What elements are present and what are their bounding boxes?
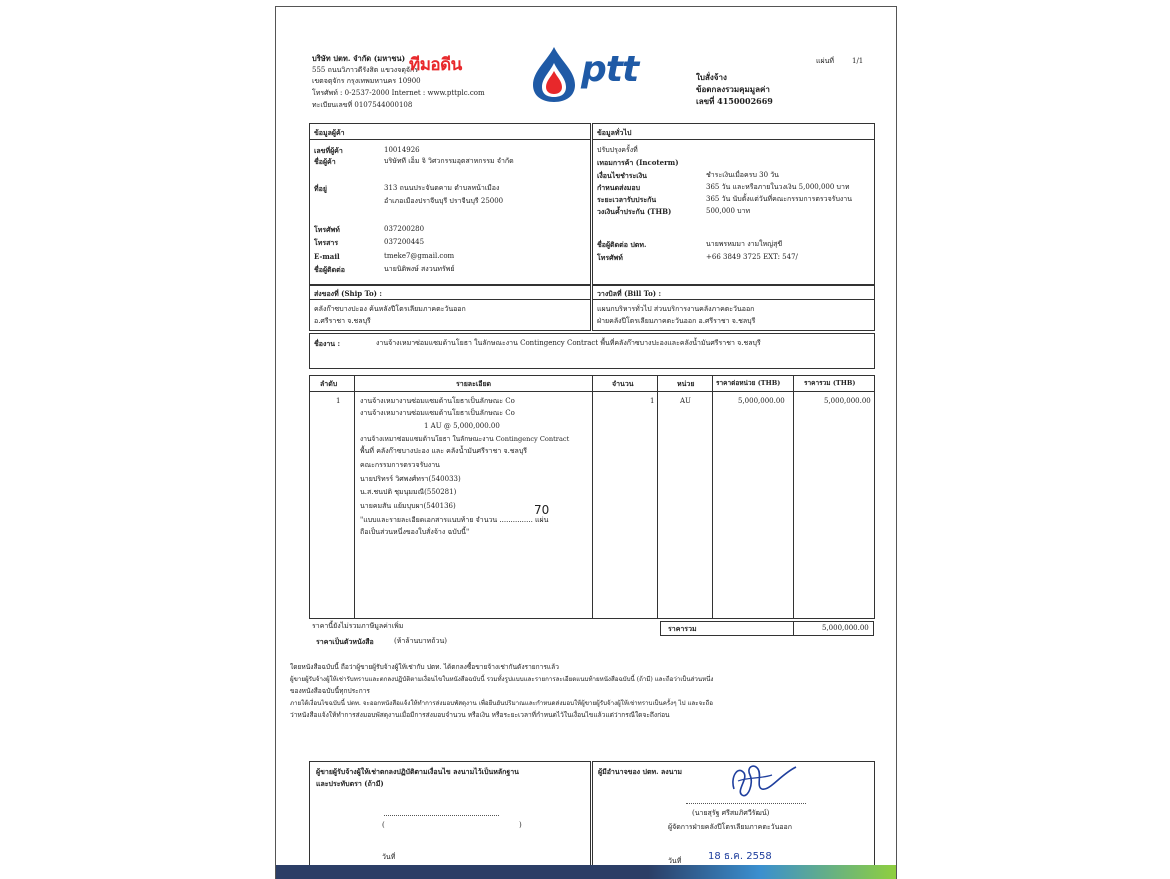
vendor-address-1: 313 ถนนประจันตคาม ตำบลหน้าเมือง <box>384 184 500 192</box>
grand-total-value: 5,000,000.00 <box>822 624 869 632</box>
amount-in-words-value: (ห้าล้านบาทถ้วน) <box>394 637 447 645</box>
revision-label: ปรับปรุงครั้งที่ <box>597 146 638 154</box>
doc-number: เลขที่ 4150002669 <box>696 96 773 106</box>
ptt-signer-position: ผู้จัดการฝ่ายคลังปีโตรเลียมภาคตะวันออก <box>668 823 793 831</box>
terms-paragraph-3: ภายใต้เงื่อนไขฉบับนี้ ปตท. จะออกหนังสือแจ้งให้ทำการส่งมอบพัสดุงาน เพื่อยืนยันปริมาณและกำหนดส่งมอบให้ผู้ขายผู้รับจ้างผู้ให้เช่าทราบเป็นครั้งๆ ไป และจะถือ <box>290 700 714 707</box>
col-header-unit: หน่วย <box>677 379 695 388</box>
item-desc-line: งานจ้างเหมางานซ่อมแซมด้านโยธาเป็นลักษณะ Co <box>360 397 515 405</box>
ptt-logo-text: ptt <box>581 49 639 90</box>
col-header-no: ลำดับ <box>320 379 338 388</box>
vendor-tel-value: 037200280 <box>384 225 425 233</box>
item-desc-line: นายคมสัน แย้มบุบผา(540136) <box>360 502 456 510</box>
vat-note: ราคานี้ยังไม่รวมภาษีมูลค่าเพิ่ม <box>312 622 404 630</box>
item-desc-line: ถือเป็นส่วนหนึ่งของใบสั่งจ้าง ฉบับนี้" <box>360 528 470 536</box>
item-total: 5,000,000.00 <box>824 397 871 405</box>
company-tax-id: ทะเบียนเลขที่ 0107544000108 <box>312 101 413 109</box>
ptt-contact-label: ชื่อผู้ติดต่อ ปตท. <box>597 240 647 249</box>
item-desc-line: งานจ้างเหมาซ่อมแซมด้านโยธา ในลักษณะงาน Contingency Contract <box>360 435 570 443</box>
ptt-tel-label: โทรศัพท์ <box>597 253 623 262</box>
handwritten-page-count: 70 <box>534 503 550 517</box>
ptt-thai-logo-text: ทีมอดีน <box>409 55 462 75</box>
ptt-signer-name: (นายสุรัฐ ศรีสมภิศวีรัฒน์) <box>692 809 770 817</box>
vendor-sign-subheader: และประทับตรา (ถ้ามี) <box>316 779 384 788</box>
delivery-value: 365 วัน และหรือภายในวงเงิน 5,000,000 บาท <box>706 183 850 191</box>
vendor-name-value: บริษัทที เอ็ม จิ วิศวกรรมอุตสาหกรรม จำกัด <box>384 157 514 165</box>
col-header-unit-price: ราคาต่อหน่วย (THB) <box>716 379 781 387</box>
item-desc-line: นายปริทรร์ วิศพงศ์ทรา(540033) <box>360 475 461 483</box>
terms-paragraph-2-cont: ของหนังสือฉบับนี้ทุกประการ <box>290 687 370 695</box>
purchase-order-page <box>275 6 897 879</box>
ship-to-line-1: คลังก๊าซบางปะอง ค้นหลังปีโตรเลียมภาคตะวันออก <box>314 305 466 313</box>
incoterm-label: เทอมการค้า (Incoterm) <box>597 158 679 167</box>
company-address-2: เขตจตุจักร กรุงเทพมหานคร 10900 <box>312 77 421 85</box>
item-desc-line: น.ส.ชนปติ ชุมนุมมณี(550281) <box>360 488 457 496</box>
vendor-email-value: tmeke7@gmail.com <box>384 252 455 260</box>
item-no: 1 <box>336 397 341 405</box>
vendor-signature-line <box>384 815 499 816</box>
page-label: แผ่นที่ <box>816 57 835 65</box>
vendor-name-paren-close: ) <box>519 821 522 829</box>
ptt-flame-logo-icon <box>531 45 577 103</box>
terms-paragraph-3-cont: ว่าหนังสือแจ้งให้ทำการส่งมอบพัสดุงานเมื่อมีการส่งมอบจำนวน หรือเงิน หรือระยะเวลาที่กำหนดไว้ในเงื่อนไขแล้วแต่ว่ากรณีใดจะถึงก่อน <box>290 711 670 719</box>
company-address-1: 555 ถนนวิภาวดีรังสิต แขวงจตุจักร <box>312 66 418 74</box>
vendor-name-paren-open: ( <box>382 821 385 829</box>
item-desc-line: คณะกรรมการตรวจรับงาน <box>360 461 440 469</box>
ship-to-line-2: อ.ศรีราชา จ.ชลบุรี <box>314 317 371 325</box>
col-header-description: รายละเอียด <box>456 379 492 388</box>
vendor-header: ข้อมูลผู้ค้า <box>314 128 345 137</box>
vendor-fax-value: 037200445 <box>384 238 425 246</box>
item-qty: 1 <box>650 397 655 405</box>
item-unit: AU <box>680 397 691 405</box>
footer-color-band <box>276 865 896 879</box>
vendor-address-2: อำเภอเมืองปราจีนบุรี ปราจีนบุรี 25000 <box>384 197 504 205</box>
payment-terms-label: เงื่อนไขชำระเงิน <box>597 171 647 180</box>
doc-title: ใบสั่งจ้าง <box>696 72 727 82</box>
item-desc-line: พื้นที่ คลังก๊าซบางปะอง และ คลังน้ำมันศรีราชา จ.ชลบุรี <box>360 447 528 455</box>
item-desc-line: 1 AU @ 5,000,000.00 <box>424 422 500 430</box>
warranty-value: 365 วัน นับตั้งแต่วันที่คณะกรรมการตรวจรับงาน <box>706 195 853 203</box>
subject-label: ชื่องาน : <box>314 339 341 348</box>
delivery-label: กำหนดส่งมอบ <box>597 183 641 192</box>
warranty-label: ระยะเวลารับประกัน <box>597 195 657 204</box>
ptt-signature-line <box>686 803 806 804</box>
vendor-sign-header: ผู้ขายผู้รับจ้างผู้ให้เช่าตกลงปฏิบัติตามเงื่อนไข ลงนามไว้เป็นหลักฐาน <box>316 767 519 776</box>
vendor-tel-label: โทรศัพท์ <box>314 225 340 234</box>
ship-to-header: ส่งของที่ (Ship To) : <box>314 289 383 298</box>
vendor-address-label: ที่อยู่ <box>314 184 327 193</box>
bill-to-line-1: แผนกบริหารทั่วไป ส่วนบริการงานคลังภาคตะวันออก <box>597 305 755 313</box>
bill-to-header: วางบิลที่ (Bill To) : <box>597 289 662 298</box>
amount-in-words-label: ราคาเป็นตัวหนังสือ <box>316 637 374 646</box>
payment-terms-value: ชำระเงินเมื่อครบ 30 วัน <box>706 171 779 179</box>
general-header: ข้อมูลทั่วไป <box>597 128 632 137</box>
col-header-qty: จำนวน <box>612 379 634 388</box>
vendor-fax-label: โทรสาร <box>314 238 339 247</box>
vendor-contact-value: นายนิติพงษ์ สงวนทรัพย์ <box>384 265 455 273</box>
ptt-tel-value: +66 3849 3725 EXT: 547/ <box>706 253 798 261</box>
company-phone: โทรศัพท์ : 0-2537-2000 Internet : www.pttplc.com <box>312 89 485 97</box>
item-unit-price: 5,000,000.00 <box>738 397 785 405</box>
item-desc-line: "แบบและรายละเอียดเอกสารแนบท้าย จำนวน ............... แผ่น <box>360 516 549 524</box>
ptt-date-label: วันที่ <box>668 857 682 865</box>
guarantee-label: วงเงินค้ำประกัน (THB) <box>597 207 672 216</box>
vendor-contact-label: ชื่อผู้ติดต่อ <box>314 265 345 274</box>
vendor-date-label: วันที่ <box>382 853 396 861</box>
item-desc-line: งานจ้างเหมางานซ่อมแซมด้านโยธาเป็นลักษณะ Co <box>360 409 515 417</box>
doc-subtitle: ข้อตกลงรวมคุมมูลค่า <box>696 84 770 94</box>
page-value: 1/1 <box>852 57 864 65</box>
guarantee-value: 500,000 บาท <box>706 207 751 215</box>
terms-paragraph-1: ใดยหนังสือฉบับนี้ ถือว่าผู้ขายผู้รับจ้างผู้ให้เช่ากับ ปตท. ได้ตกลงซื้อขายจ้างเช่ากันดังรายการแล้ว <box>290 663 559 671</box>
bill-to-line-2: ฝ่ายคลังปีโตรเลียมภาคตะวันออก อ.ศรีราชา จ.ชลบุรี <box>597 317 756 325</box>
grand-total-label: ราคารวม <box>668 624 697 633</box>
vendor-id-label: เลขที่ผู้ค้า <box>314 146 343 155</box>
ptt-sign-date: 18 ธ.ค. 2558 <box>708 851 772 862</box>
col-header-total: ราคารวม (THB) <box>804 379 856 387</box>
ptt-contact-value: นายพรหมมา งามใหญ่สุขี <box>706 240 783 248</box>
vendor-name-label: ชื่อผู้ค้า <box>314 157 336 166</box>
terms-paragraph-2: ผู้ขายผู้รับจ้างผู้ให้เช่ารับทราบและตกลงปฏิบัติตามเงื่อนไขในหนังสือฉบับนี้ รวมทั้งรูปแบบและรายการละเอียดแนบท้ายหนังสือฉบับนี้ (ถ้ามี) และถือว่าเป็นส่วนหนึ่ง <box>290 676 714 683</box>
signature-image <box>720 755 800 801</box>
ptt-sign-header: ผู้มีอำนาจของ ปตท. ลงนาม <box>598 767 683 776</box>
company-name: บริษัท ปตท. จำกัด (มหาชน) <box>312 54 406 63</box>
subject-value: งานจ้างเหมาซ่อมแซมด้านโยธา ในลักษณะงาน Contingency Contract พื้นที่คลังก๊าซบางปะองและคลังน้ำมันศรีราชา จ.ชลบุรี <box>376 339 761 347</box>
vendor-email-label: E-mail <box>314 252 340 261</box>
vendor-id-value: 10014926 <box>384 146 420 154</box>
